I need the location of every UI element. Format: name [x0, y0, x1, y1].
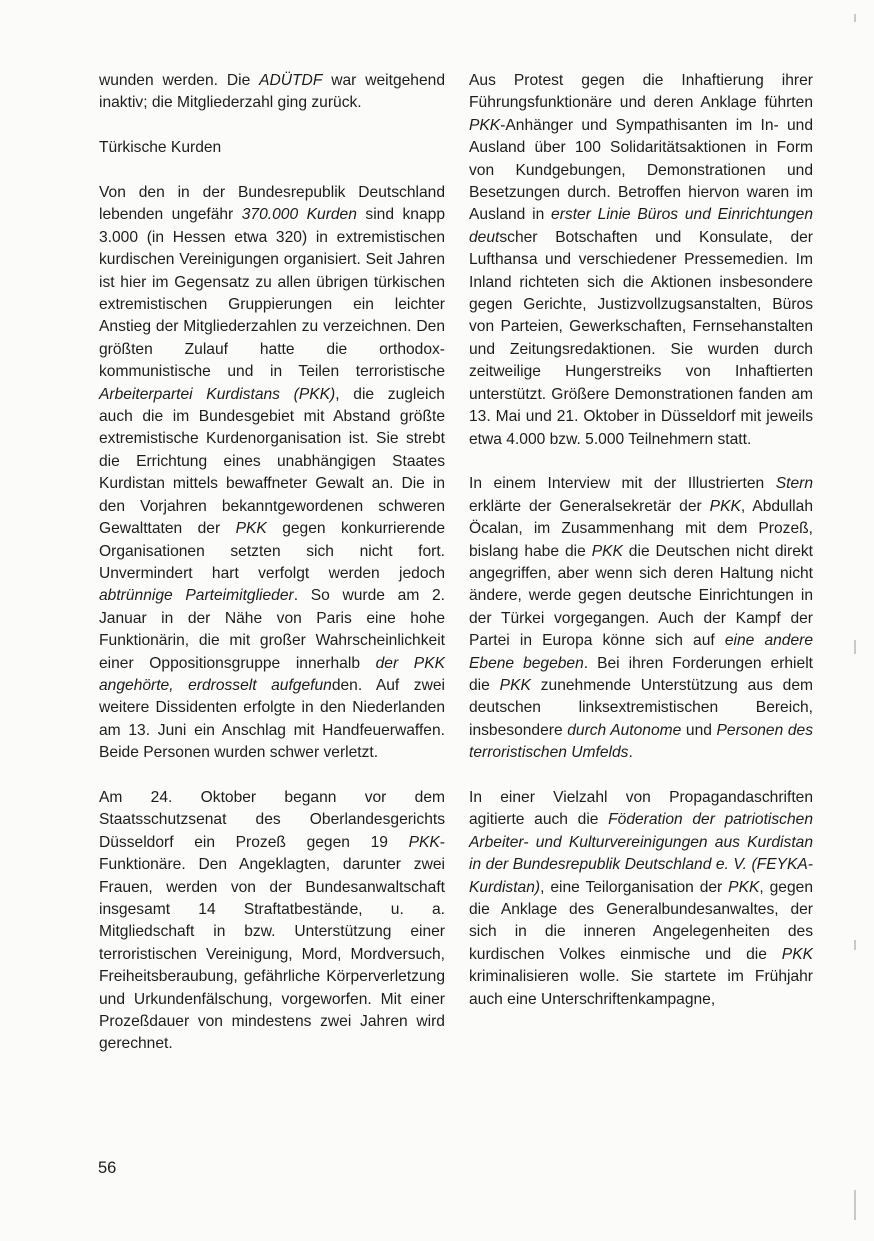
- text-run: -Anhänger und Sympathisanten im In- und Ausland über 100 Solidaritätsaktionen in Form von Kundgebungen, Demonstrationen und Besetzungen durch. Betroffen hiervon waren im Ausland in: [469, 116, 813, 224]
- scan-edge-marks: [854, 0, 858, 1241]
- text-run: In einer Vielzahl von Propagandaschriften agitierte auch die: [469, 788, 813, 829]
- text-run: die Deutschen nicht direkt angegriffen, aber wenn sich deren Haltung nicht ändere, werde gegen deutsche Einrichtungen in der Türkei vorgegangen. Auch der Kampf der Partei in Europa könne sich auf: [469, 542, 813, 650]
- text-run: , Abdullah Öcalan, im Zusammenhang mit dem Prozeß, bislang habe die: [469, 497, 813, 560]
- italic-run: PKK: [499, 676, 531, 694]
- italic-run: abtrünnige Parteimitglieder: [99, 587, 294, 605]
- scan-speck: [854, 640, 856, 654]
- text-run: , eine Teilorganisation der: [540, 878, 729, 896]
- italic-run: PKK: [591, 542, 623, 560]
- italic-run: PKK: [728, 878, 760, 896]
- text-run: und: [681, 721, 717, 739]
- text-run: In einem Interview mit der Illustrierten: [469, 475, 776, 493]
- italic-run: PKK: [469, 116, 501, 134]
- italic-run: Föderation der patriotischen Arbeiter- und Kulturvereinigungen aus Kurdistan in der Bundesrepublik Deutschland e. V. (FEYKA-Kurdistan): [469, 811, 813, 896]
- text-run: erklärte der Generalsekretär der: [469, 497, 710, 515]
- paragraph-interview: [469, 473, 813, 764]
- paragraph-prozess: [99, 787, 445, 1056]
- text-run: .: [628, 744, 633, 762]
- scan-speck: [854, 14, 856, 22]
- italic-run: PKK: [781, 945, 813, 963]
- italic-run: Personen des terroristischen Umfelds: [469, 721, 813, 762]
- text-run: kriminalisieren wolle. Sie startete im Frühjahr auch eine Unterschriftenkampagne,: [469, 968, 813, 1008]
- text-run: sind knapp 3.000 (in Hessen etwa 320) in extremistischen kurdischen Vereinigungen organisiert. Seit Jahren ist hier im Gegensatz zu allen übrigen türkischen extremistischen Gruppierungen ein leichter Anstieg der Mitgliederzahlen zu verzeichnen. Den größten Zulauf hatte die orthodox-kommunistische und in Teilen terroristische: [99, 206, 446, 381]
- text-run: wunden werden. Die: [99, 72, 260, 89]
- text-run: -Funktionäre. Den Angeklagten, darunter zwei Frauen, werden von der Bundesanwaltschaft insgesamt 14 Straftatbestände, u. a. Mitgliedschaft in bzw. Unterstützung einer terroristischen Vereinigung, Mord, Mordversuch, Freiheitsberaubung, gefährliche Körperverletzung und Urkundenfälschung, vorgeworfen. Mit einer Prozeßdauer von mindestens zwei Jahren wird gerechnet.: [99, 833, 445, 1053]
- text-run: . Bei ihren Forderungen erhielt die: [469, 654, 813, 694]
- text-run: war weitgehend inaktiv; die Mitgliederzahl ging zurück.: [99, 72, 445, 112]
- section-heading: Türkische Kurden: [99, 139, 222, 157]
- italic-run: erster Linie Büros und Einrichtungen deut: [469, 206, 814, 246]
- paragraph-kurden-intro: [99, 182, 445, 765]
- text-run: , gegen die Anklage des Generalbundesanwaltes, der sich in die inneren Angelegenheiten des kurdischen Volkes einmische und die: [469, 878, 813, 963]
- italic-run: Arbeiterpartei Kurdistans (PKK): [99, 385, 336, 403]
- text-run: Aus Protest gegen die Inhaftierung ihrer Führungsfunktionäre und deren Anklage führten: [469, 72, 813, 112]
- italic-run: durch Autonome: [567, 721, 682, 739]
- text-run: Am 24. Oktober begann vor dem Staatsschutzsenat des Oberlandesgerichts Düsseldorf ein Prozeß gegen 19: [99, 788, 445, 851]
- paragraph-adutdf: [99, 70, 445, 115]
- text-run: den. Auf zwei weitere Dissidenten erfolgte in den Niederlanden am 13. Juni ein Anschlag mit Handfeuerwaffen. Beide Personen wurden schwer verletzt.: [99, 676, 445, 762]
- text-run: . So wurde am 2. Januar in der Nähe von Paris eine hohe Funktionärin, die mit großer Wahrscheinlichkeit einer Oppositionsgruppe innerhalb: [99, 587, 445, 672]
- italic-run: der PKK angehörte, erdrosselt aufgefun: [99, 654, 445, 694]
- italic-run: PKK: [235, 520, 267, 538]
- italic-run: eine andere Ebene begeben: [469, 632, 813, 672]
- text-run: gegen konkurrierende Organisationen setzten sich nicht fort. Unvermindert hart verfolgt werden jedoch: [99, 520, 446, 582]
- scan-speck: [854, 1190, 856, 1220]
- paragraph-propaganda: [469, 787, 813, 1011]
- text-run: scher Botschaften und Konsulate, der Lufthansa und verschiedener Pressemedien. Im Inland richteten sich die Aktionen insbesondere gegen Gerichte, Justizvollzugsanstalten, Büros von Parteien, Gewerkschaften, Fernsehanstalten und Zeitungsredaktionen. Sie wurden durch zeitweilige Hungerstreiks von Inhaftierten unterstützt. Größere Demonstrationen fanden am 13. Mai und 21. Oktober in Düsseldorf mit jeweils etwa 4.000 bzw. 5.000 Teilnehmern statt.: [469, 228, 813, 448]
- right-column: [469, 70, 813, 1033]
- text-run: , die zugleich auch die im Bundesgebiet mit Abstand größte extremistische Kurdenorganisation ist. Sie strebt die Errichtung eines unabhängigen Staates Kurdistan mittels bewaffneter Gewalt an. Die in den Vorjahren bekanntgewordenen schweren Gewalttaten der: [99, 385, 445, 538]
- scan-speck: [854, 940, 856, 950]
- italic-run: ADÜTDF: [259, 72, 323, 89]
- italic-run: Stern: [775, 475, 813, 493]
- italic-run: 370.000 Kurden: [241, 206, 357, 224]
- italic-run: PKK: [408, 833, 440, 851]
- left-column: [99, 70, 445, 1078]
- page-number: 56: [98, 1159, 117, 1177]
- text-run: zunehmende Unterstützung aus dem deutschen linksextremistischen Bereich, insbesondere: [469, 676, 813, 739]
- italic-run: PKK: [709, 497, 741, 515]
- text-run: Von den in der Bundesrepublik Deutschland lebenden ungefähr: [99, 184, 445, 224]
- paragraph-protest: [469, 70, 813, 451]
